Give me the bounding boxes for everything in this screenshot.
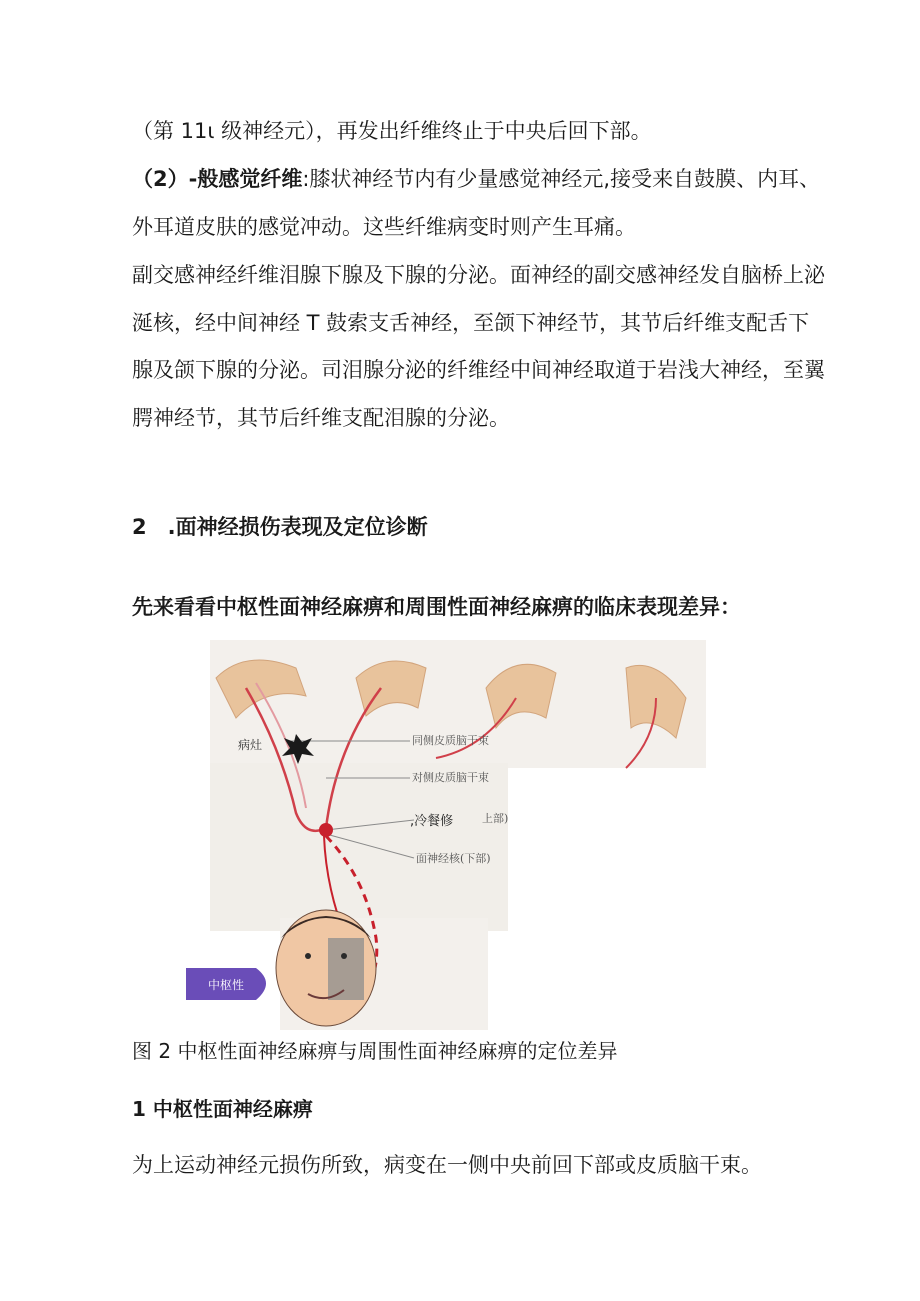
label-facial-nucleus: 面神经核(下部) — [416, 852, 491, 865]
paragraph-line-6: 腺及颌下腺的分泌。司泪腺分泌的纤维经中间神经取道于岩浅大神经，至翼 — [132, 358, 825, 382]
paragraph-line-4: 副交感神经纤维泪腺下腺及下腺的分泌。面神经的副交感神经发自脑桥上泌 — [132, 263, 825, 287]
section-heading-facial-nerve: 2 .面神经损伤表现及定位诊断 — [132, 515, 428, 539]
label-contralateral-tract: 对侧皮质脑干束 — [412, 771, 489, 784]
label-ipsilateral-tract: 同侧皮质脑干束 — [412, 734, 489, 747]
badge-central: 中枢性 — [208, 978, 245, 992]
paragraph-line-1: （第 11ι 级神经元），再发出纤维终止于中央后回下部。 — [132, 119, 652, 143]
section-heading-central-palsy: 1 中枢性面神经麻痹 — [132, 1097, 313, 1121]
label-lesion: 病灶 — [238, 738, 263, 752]
figure-caption: 图 2 中枢性面神经麻痹与周围性面神经麻痹的定位差异 — [132, 1039, 618, 1063]
section-body-central-palsy: 为上运动神经元损伤所致，病变在一侧中央前回下部或皮质脑干束。 — [132, 1153, 762, 1177]
paragraph-line-3: 外耳道皮肤的感觉冲动。这些纤维病变时则产生耳痛。 — [132, 215, 636, 239]
label-upper: 上部) — [482, 812, 509, 825]
paragraph-line-5: 涎核，经中间神经 T 鼓索支舌神经，至颌下神经节，其节后纤维支配舌下 — [132, 311, 810, 335]
facial-palsy-figure — [186, 638, 706, 1030]
paragraph-line-7: 腭神经节，其节后纤维支配泪腺的分泌。 — [132, 406, 510, 430]
label-mid: ,冷餐修 — [410, 814, 454, 829]
section-intro: 先来看看中枢性面神经麻痹和周围性面神经麻痹的临床表现差异： — [132, 595, 741, 619]
paragraph-line-2 — [132, 164, 820, 194]
paragraph-line-2-text: :膝状神经节内有少量感觉神经元,接受来自鼓膜、内耳、 — [302, 167, 821, 191]
subheading-general-sensory: （2）-般感觉纤维 — [132, 167, 303, 191]
